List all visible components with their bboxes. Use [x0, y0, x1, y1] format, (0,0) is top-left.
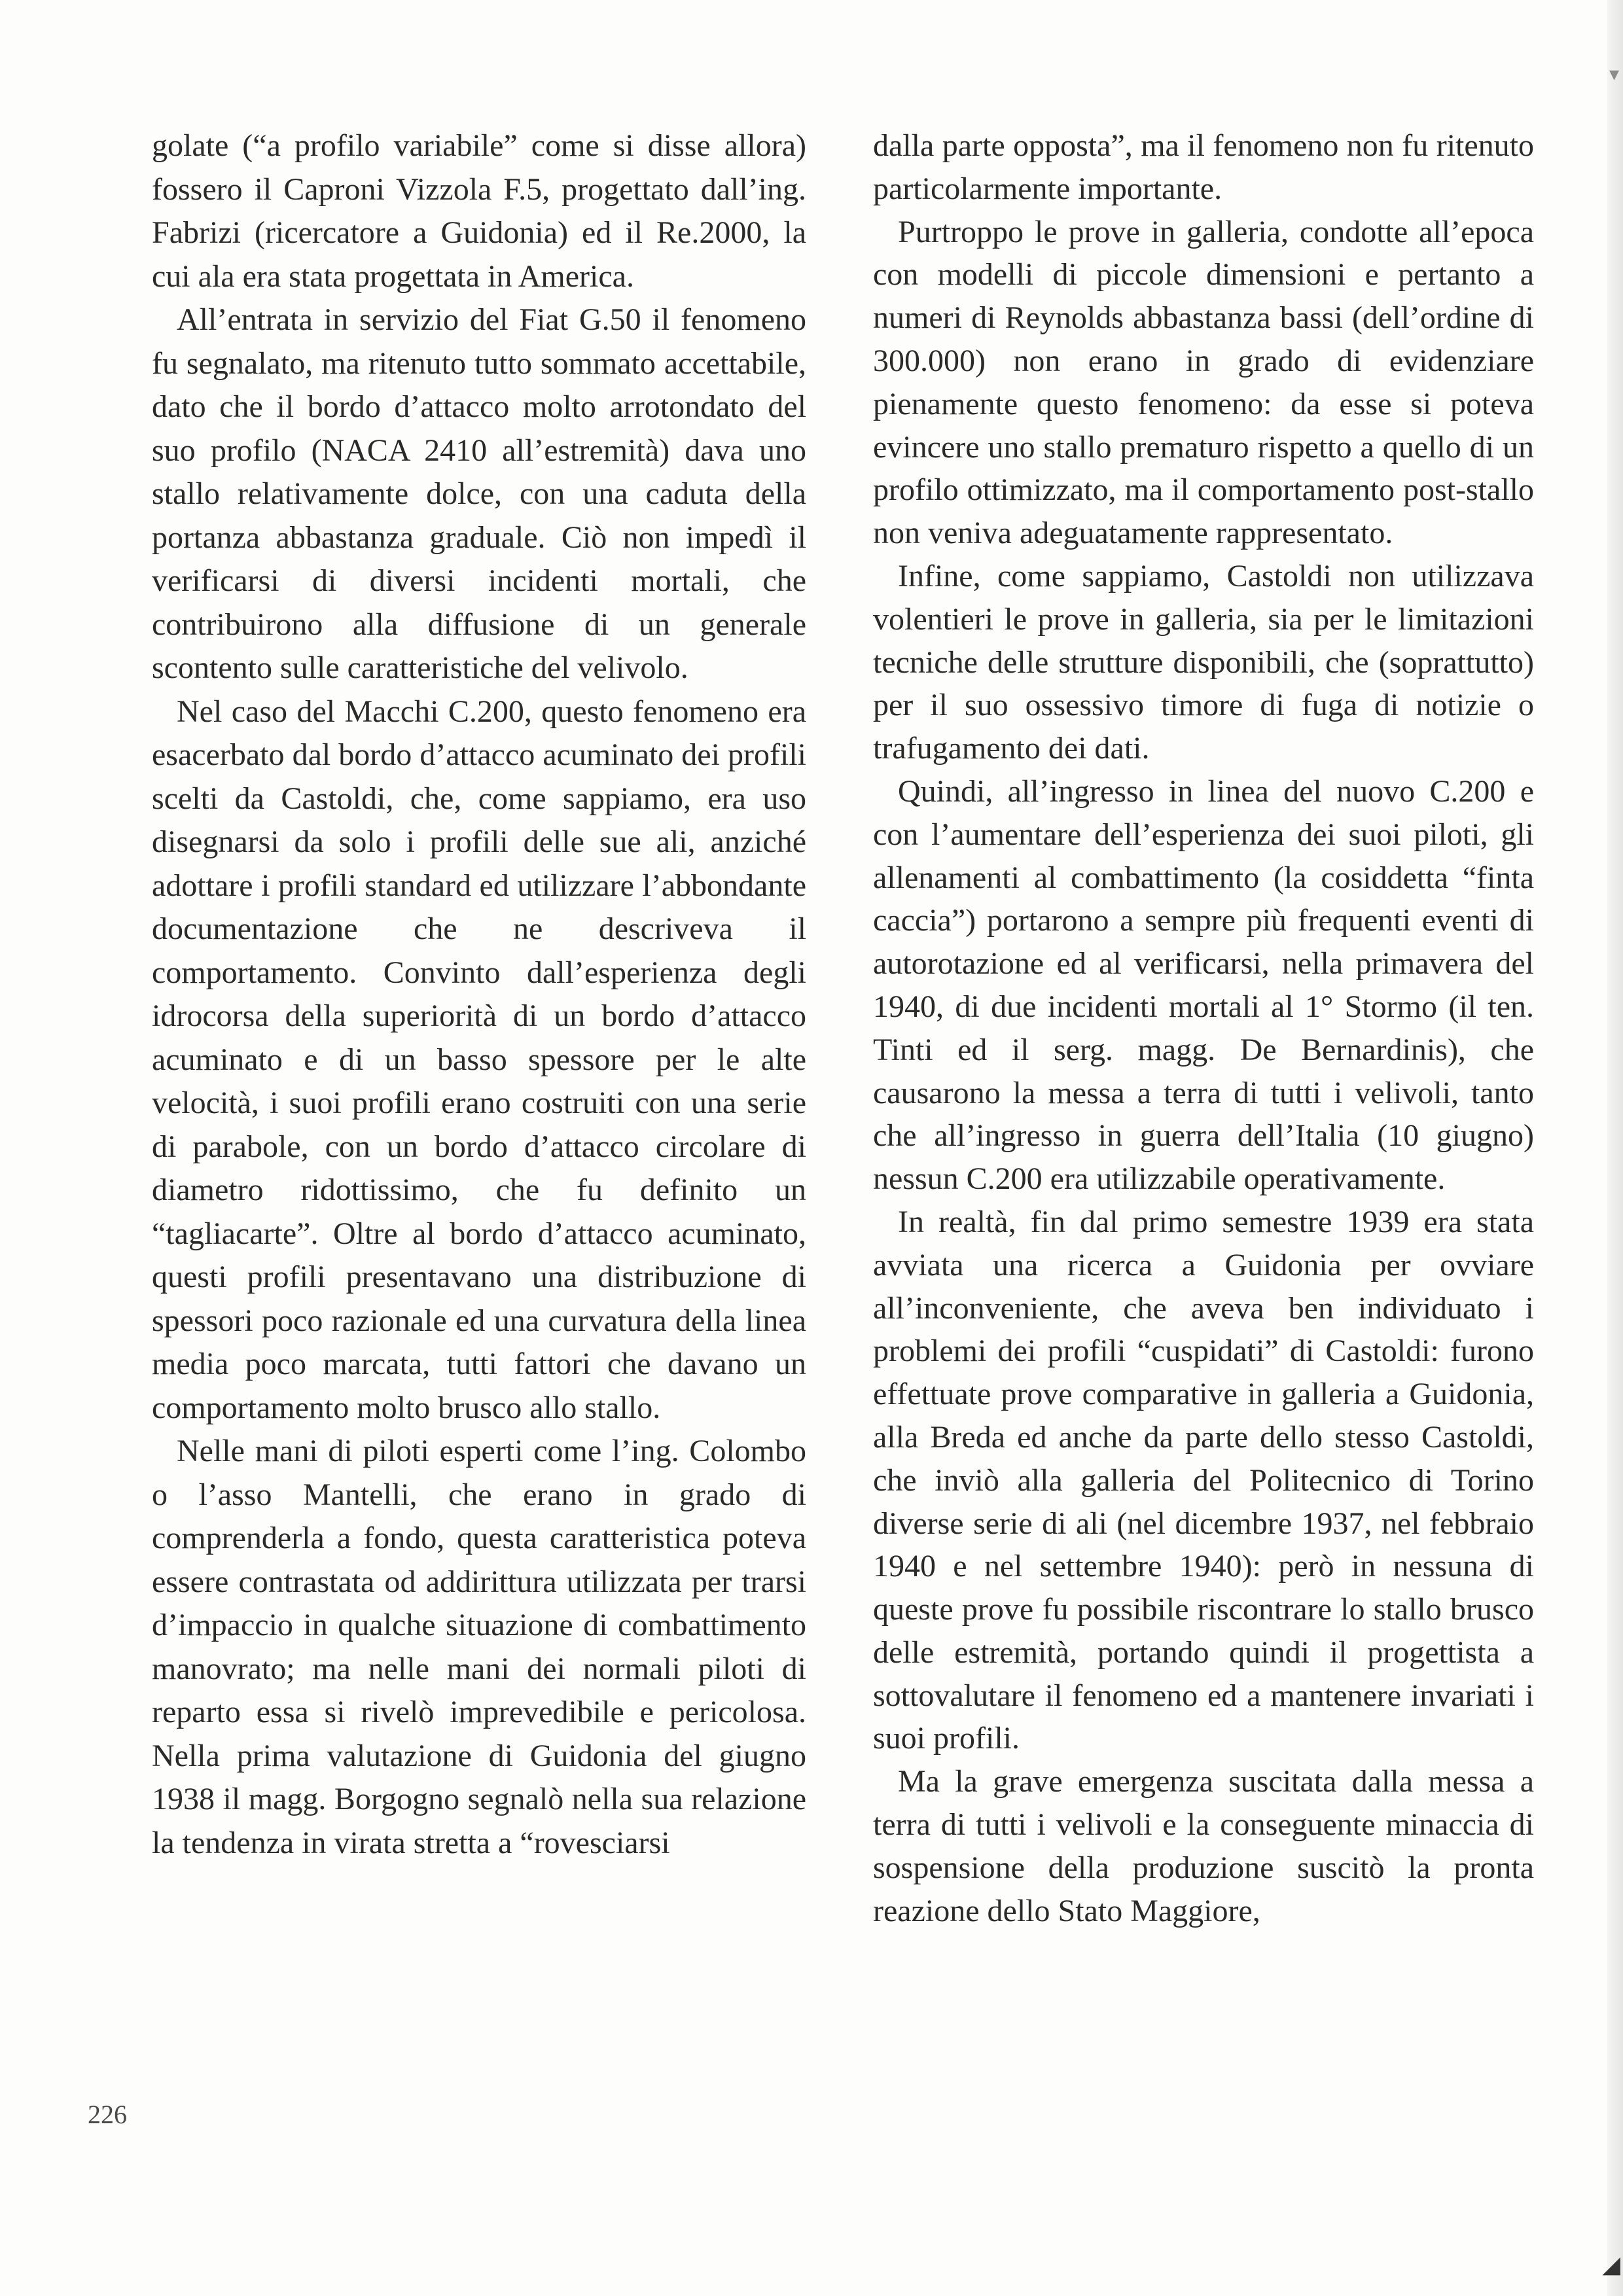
paragraph: Nelle mani di piloti esperti come l’ing. Colombo o l’asso Mantelli, che erano in grado di comprenderla a fondo, questa caratteristica poteva essere contrastata od addirittura utilizzata per trarsi d’impaccio in qualche situazione di combattimento manovrato; ma nelle mani dei normali piloti di reparto essa si rivelò imprevedibile e pericolosa. Nella prima valutazione di Guidonia del giugno 1938 il magg. Borgogno segnalò nella sua relazione la tendenza in virata stretta a “rovesciarsi: [152, 1434, 806, 1860]
paragraph: Ma la grave emergenza suscitata dalla messa a terra di tutti i velivoli e la conseguente minaccia di sospensione della produzione suscitò la pronta reazione dello Stato Maggiore,: [873, 1764, 1534, 1928]
paragraph: Quindi, all’ingresso in linea del nuovo C.200 e con l’aumentare dell’esperienza dei suoi piloti, gli allenamenti al combattimento (la cosiddetta “finta caccia”) portarono a sempre più frequenti eventi di autorotazione ed al verificarsi, nella primavera del 1940, di due incidenti mortali al 1° Stormo (il ten. Tinti ed il serg. magg. De Bernardinis), che causarono la messa a terra di tutti i velivoli, tanto che all’ingresso in guerra dell’Italia (10 giugno) nessun C.200 era utilizzabile operativamente.: [873, 773, 1534, 1197]
right-text-column: [873, 124, 1534, 1932]
paragraph: All’entrata in servizio del Fiat G.50 il fenomeno fu segnalato, ma ritenuto tutto sommato accettabile, dato che il bordo d’attacco molto arrotondato del suo profilo (NACA 2410 all’estremità) dava uno stallo relativamente dolce, con una caduta della portanza abbastanza graduale. Ciò non impedì il verificarsi di diversi incidenti mortali, che contribuirono alla diffusione di un generale scontento sulle caratteristiche del velivolo.: [152, 302, 806, 685]
page-gutter-shadow: [1607, 0, 1623, 2296]
paragraph: dalla parte opposta”, ma il fenomeno non fu ritenuto particolarmente importante.: [873, 128, 1534, 206]
paragraph: golate (“a profilo variabile” come si disse allora) fossero il Caproni Vizzola F.5, progettato dall’ing. Fabrizi (ricercatore a Guidonia) ed il Re.2000, la cui ala era stata progettata in America.: [152, 128, 806, 294]
page-number: 226: [88, 2100, 127, 2129]
scan-corner-mark: ▾: [1609, 63, 1619, 85]
paragraph: Nel caso del Macchi C.200, questo fenomeno era esacerbato dal bordo d’attacco acuminato dei profili scelti da Castoldi, che, come sappiamo, era uso disegnarsi da solo i profili delle sue ali, anziché adottare i profili standard ed utilizzare l’abbondante documentazione che ne descriveva il comportamento. Convinto dall’esperienza degli idrocorsa della superiorità di un bordo d’attacco acuminato e di un basso spessore per le alte velocità, i suoi profili erano costruiti con una serie di parabole, con un bordo d’attacco circolare di diametro ridottissimo, che fu definito un “tagliacarte”. Oltre al bordo d’attacco acuminato, questi profili presentavano una distribuzione di spessori poco razionale ed una curvatura della linea media poco marcata, tutti fattori che davano un comportamento molto brusco allo stallo.: [152, 694, 806, 1425]
paragraph: Infine, come sappiamo, Castoldi non utilizzava volentieri le prove in galleria, sia per le limitazioni tecniche delle strutture disponibili, che (soprattutto) per il suo ossessivo timore di fuga di notizie o trafugamento dei dati.: [873, 558, 1534, 766]
scan-corner-mark-bottom: ◢: [1602, 2252, 1620, 2278]
paragraph: Purtroppo le prove in galleria, condotte all’epoca con modelli di piccole dimensioni e pertanto a numeri di Reynolds abbastanza bassi (dell’ordine di 300.000) non erano in grado di evidenziare pienamente questo fenomeno: da esse si poteva evincere uno stallo prematuro rispetto a quello di un profilo ottimizzato, ma il comportamento post-stallo non veniva adeguatamente rappresentato.: [873, 214, 1534, 551]
paragraph: In realtà, fin dal primo semestre 1939 era stata avviata una ricerca a Guidonia per ovviare all’inconveniente, che aveva ben individuato i problemi dei profili “cuspidati” di Castoldi: furono effettuate prove comparative in galleria a Guidonia, alla Breda ed anche da parte dello stesso Castoldi, che inviò alla galleria del Politecnico di Torino diverse serie di ali (nel dicembre 1937, nel febbraio 1940 e nel settembre 1940): però in nessuna di queste prove fu possibile riscontrare lo stallo brusco delle estremità, portando quindi il progettista a sottovalutare il fenomeno ed a mantenere invariati i suoi profili.: [873, 1204, 1534, 1756]
left-text-column: [152, 124, 806, 1865]
